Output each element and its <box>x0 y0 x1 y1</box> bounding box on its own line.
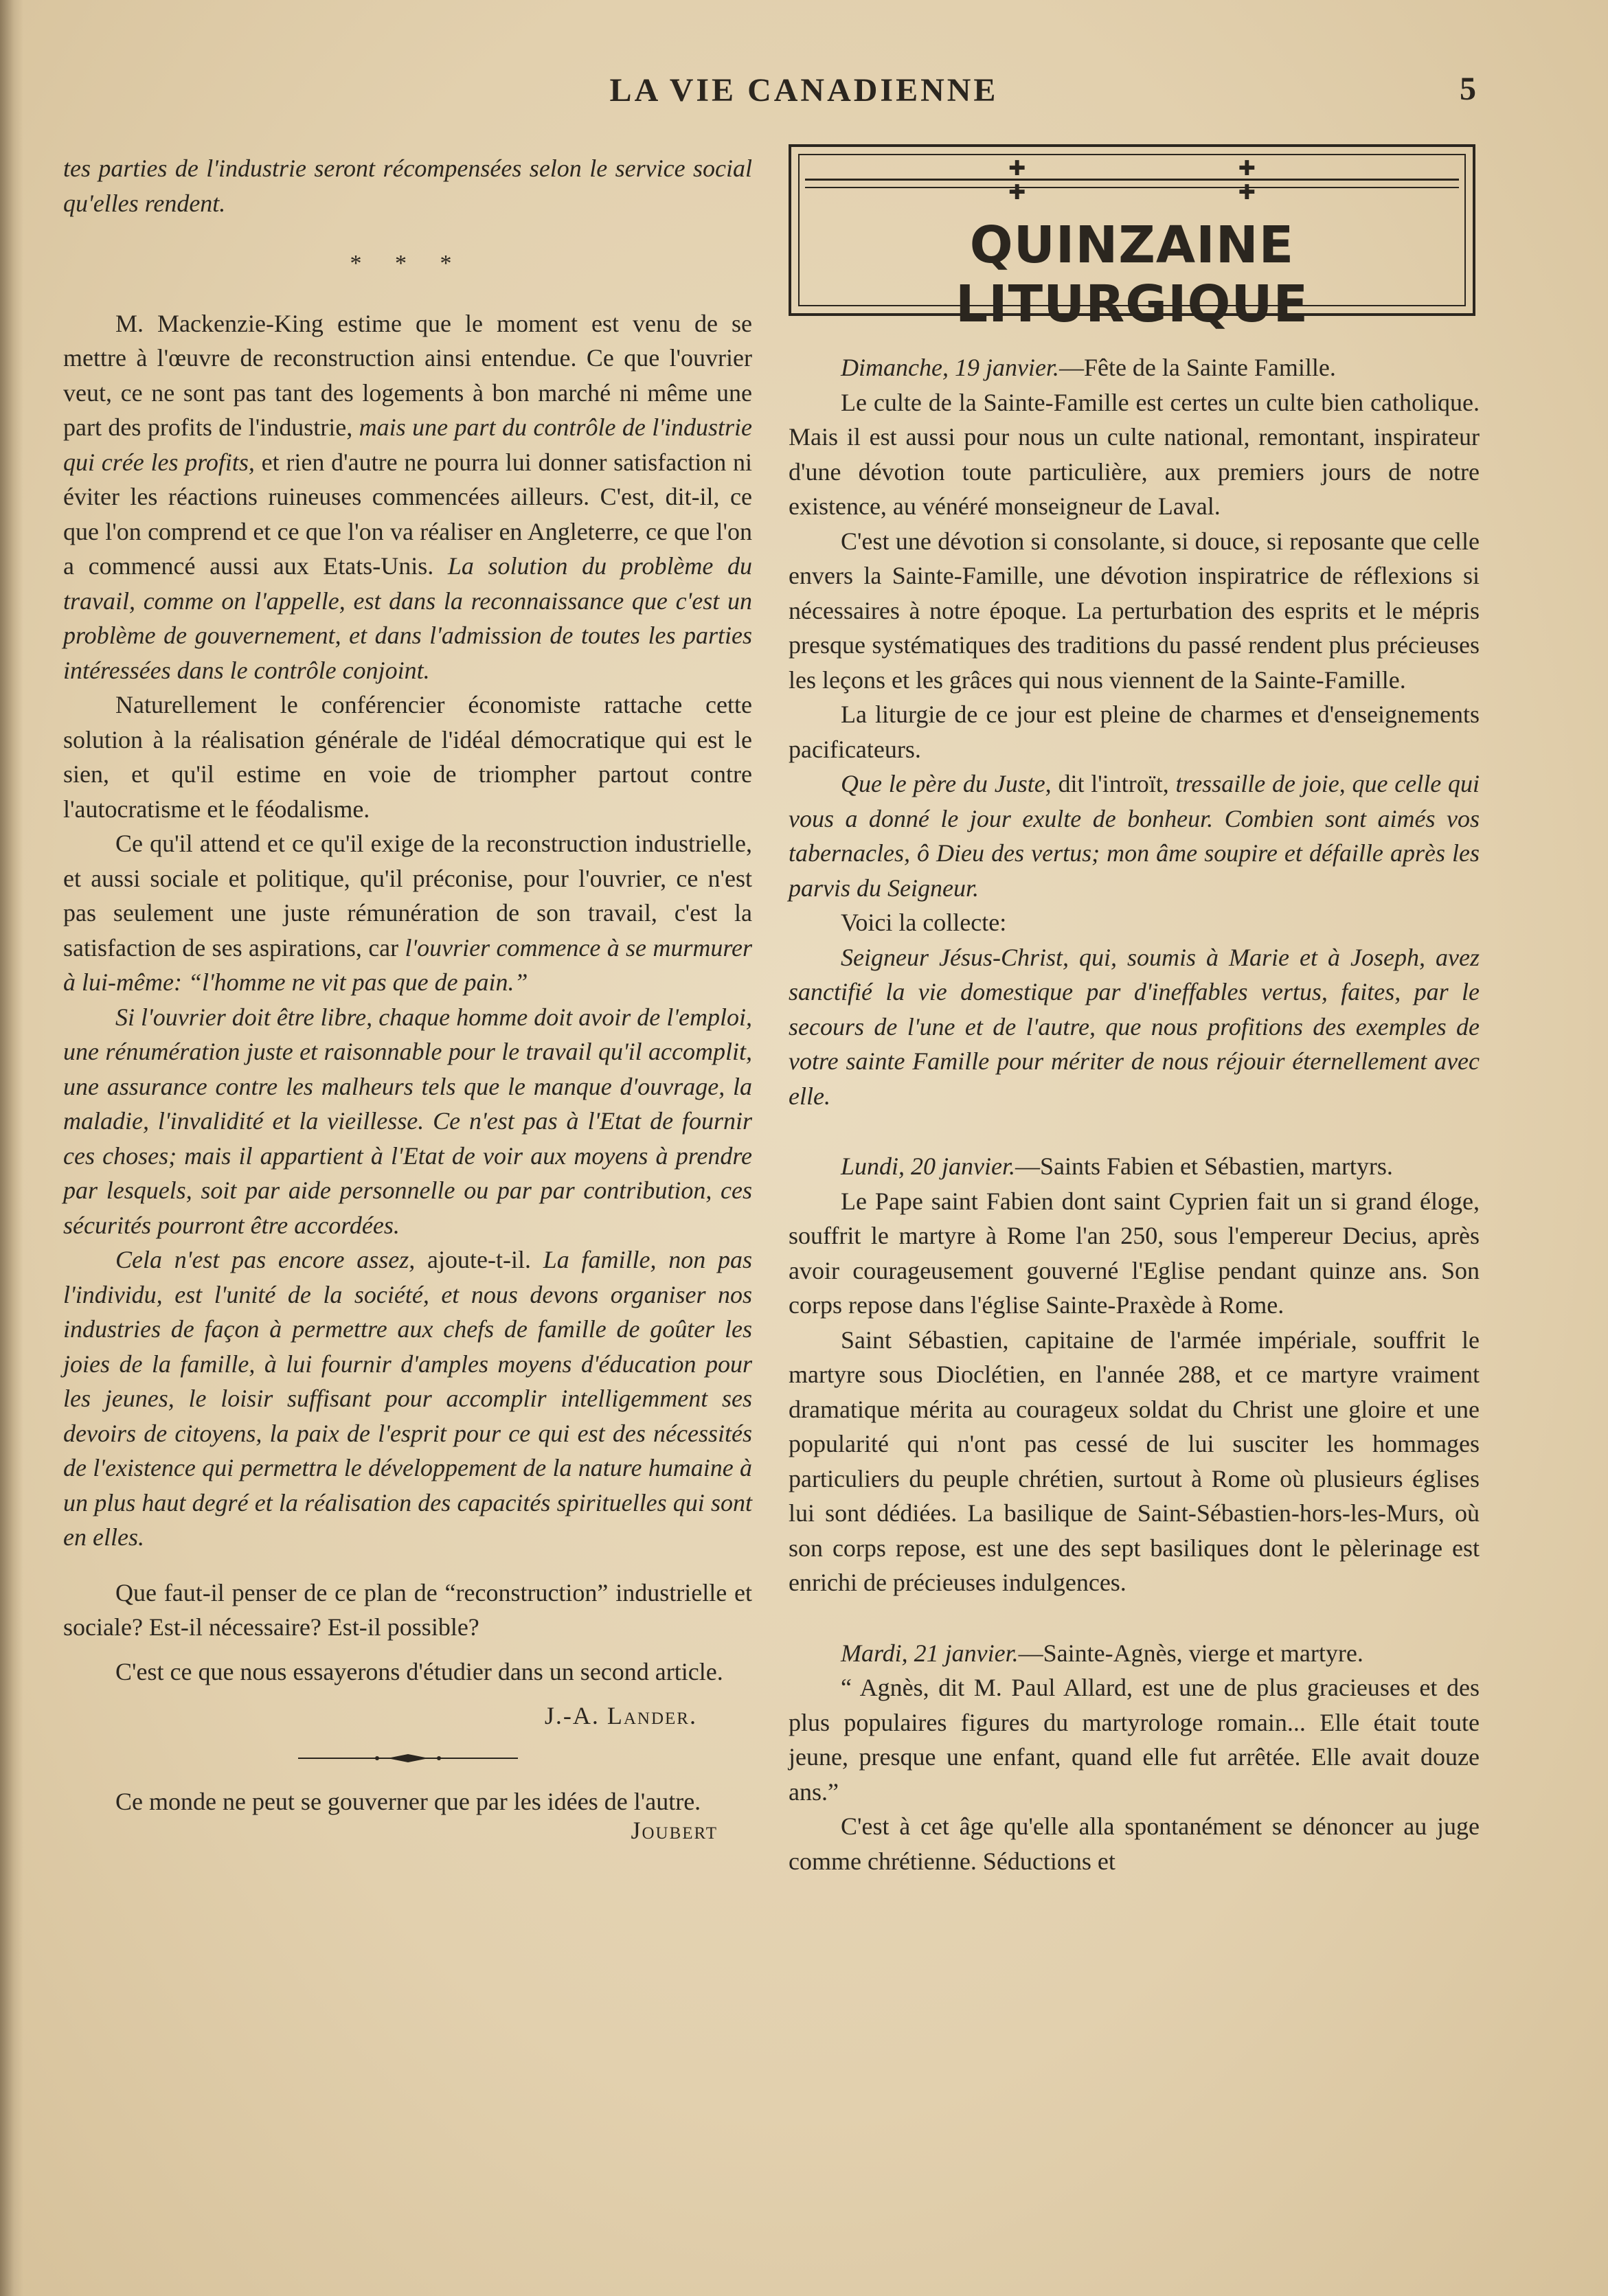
paragraph-collect: Seigneur Jésus-Christ, qui, soumis à Marie et à Joseph, avez sanctifié la vie domestique par d'ineffables vertus, faites, par le secours de l'une et de l'autre, que nous profitions des exemples de votre sainte Famille pour mériter de nous réjouir éternellement avec elle. <box>789 943 1480 1110</box>
page-number: 5 <box>1460 71 1476 107</box>
paragraph-continuation: tes parties de l'industrie seront récompensées selon le service social qu'elles rendent. <box>63 155 752 217</box>
paragraph-worker-freedom: Si l'ouvrier doit être libre, chaque homme doit avoir de l'emploi, une rénumération juste et raisonnable pour le travail qu'il accomplit, une assurance contre les malheurs tels que le manque d'ouvrage, la maladie, l'invalidité et la vieillesse. Ce n'est pas à l'Etat de fournir ces choses; mais il appartient à l'Etat de voir aux moyens à prendre par lesquels, soit par aide personnelle ou par par contribution, ces sécurités pourront être accordées. <box>63 1003 752 1239</box>
italic-run: La solution du problème du travail, comme on l'appelle, est dans la reconnaissance que c'est un problème de gouvernement, et dans l'admission de toutes les parties intéressées dans le contrôle conjoint. <box>63 552 753 684</box>
paragraph: “ Agnès, dit M. Paul Allard, est une de plus gracieuses et des plus populaires figures du martyrologe romain... Elle était toute jeune, presque une enfant, quand elle fut arrêtée. Elle avait douze ans.” <box>789 1674 1480 1806</box>
left-column <box>63 151 752 1848</box>
italic-run: mais une part du contrôle de l'industrie qui crée les profits, <box>63 413 753 476</box>
entry-tuesday-heading <box>789 1636 1480 1671</box>
section-title: QUINZAINE LITURGIQUE <box>955 216 1309 334</box>
text-run: ajoute-t-il. <box>415 1246 543 1273</box>
entry-date: Lundi, 20 janvier. <box>841 1152 1016 1180</box>
text-run: M. Mackenzie-King estime que le moment est venu de se mettre à l'œuvre de reconstruction ainsi entendue. Ce que l'ouvrier veut, ce ne sont pas tant des logements à bon marché ni même une part des profits de l'industrie, <box>63 309 752 441</box>
paragraph: Le Pape saint Fabien dont saint Cyprien fait un si grand éloge, souffrit le martyre à Rome l'an 250, sous l'empereur Decius, après avoir courageusement gouverné l'Eglise pendant quinze ans. Son corps repose dans l'église Sainte-Praxède à Rome. <box>789 1187 1480 1319</box>
entry-monday-heading <box>789 1149 1480 1184</box>
italic-run: tressaille de joie, que celle qui vous a donné le jour exulte de bonheur. Combien sont aimés vos tabernacles, ô Dieu des vertus; mon âme soupire et défaille après les parvis du Seigneur. <box>789 770 1480 902</box>
author-signature: J.-A. Lander. <box>544 1702 697 1729</box>
entry-date: Mardi, 21 janvier. <box>841 1639 1019 1667</box>
entry-date: Dimanche, 19 janvier. <box>841 354 1059 381</box>
paragraph-democratic-ideal: Naturellement le conférencier économiste rattache cette solution à la réalisation générale de l'idéal démocratique qui est le sien, et qu'il estime en voie de triompher partout contre l'autocratisme et le féodalisme. <box>63 691 752 823</box>
entry-feast: —Fête de la Sainte Famille. <box>1058 354 1336 381</box>
italic-run: Que le père du Juste, <box>841 770 1052 797</box>
paragraph: C'est à cet âge qu'elle alla spontanément se dénoncer au juge comme chrétienne. Séductions et <box>789 1812 1480 1875</box>
paragraph-introit <box>789 766 1480 905</box>
text-run: et rien d'autre ne pourra lui donner satisfaction ni éviter les réactions ruineuses commencées ailleurs. C'est, dit-il, ce que l'on comprend et ce que l'on va réaliser en Angleterre, ce que l'on a commencé aussi aux Etats-Unis. <box>63 448 752 580</box>
entry-sunday-heading <box>789 350 1480 385</box>
italic-run: La famille, non pas l'individu, est l'unité de la société, et nous devons organiser nos industries de façon à permettre aux chefs de famille de goûter les joies de la famille, à lui fournir d'amples moyens d'éducation pour les jeunes, le loisir suffisant pour accomplir intelligemment ses devoirs de citoyens, la paix de l'esprit pour ce qui est des nécessités de l'existence qui permettra le développement de la nature humaine à un plus haut degré et la réalisation des capacités spirituelles qui sont en elles. <box>63 1246 752 1551</box>
entry-feast: —Sainte-Agnès, vierge et martyre. <box>1018 1639 1363 1667</box>
ornamental-divider <box>298 1753 518 1764</box>
paragraph-question: Que faut-il penser de ce plan de “reconstruction” industrielle et sociale? Est-il nécessaire? Est-il possible? <box>63 1578 752 1641</box>
title-rule <box>805 187 1459 188</box>
cross-ornaments: ✚ ✚ ✚ ✚ <box>1008 157 1359 205</box>
quote-author: Joubert <box>631 1817 718 1844</box>
section-title-box <box>789 144 1475 334</box>
paragraph: C'est une dévotion si consolante, si douce, si reposante que celle envers la Sainte-Famille, une dévotion inspiratrice de réflexions si nécessaires à notre époque. La perturbation des esprits et le mépris presque systématiques des traditions du passé rendent plus précieuses les leçons et les grâces qui nous viennent de la Sainte-Famille. <box>789 527 1480 694</box>
title-rule <box>805 179 1459 181</box>
running-header: LA VIE CANADIENNE <box>609 72 999 109</box>
paragraph-family <box>63 1242 752 1555</box>
italic-run: l'ouvrier commence à se murmurer à lui-même: “l'homme ne vit pas que de pain.” <box>63 933 753 996</box>
entry-feast: —Saints Fabien et Sébastien, martyrs. <box>1015 1152 1393 1180</box>
paragraph-reconstruction <box>63 826 752 1000</box>
paragraph: Le culte de la Sainte-Famille est certes un culte bien catholique. Mais il est aussi pour nous un culte national, remontant, inspirateur d'une dévotion toute particulière, aux premiers jours de notre existence, au vénéré monseigneur de Laval. <box>789 388 1480 520</box>
right-column <box>789 350 1480 1878</box>
page-edge-shadow <box>0 0 23 2296</box>
italic-run: Cela n'est pas encore assez, <box>115 1246 416 1273</box>
paragraph: Saint Sébastien, capitaine de l'armée impériale, souffrit le martyre sous Dioclétien, en l'année 288, et ce martyre vraiment dramatique mérita au courageux soldat du Christ une gloire et une popularité qui n'ont pas cessé de lui susciter les hommages particuliers du peuple chrétien, surtout à Rome où plusieurs églises lui sont dédiées. La basilique de Saint-Sébastien-hors-les-Murs, où son corps repose, est une des sept basiliques dont le pèlerinage est enrichi de précieuses indulgences. <box>789 1326 1480 1596</box>
text-run: Ce qu'il attend et ce qu'il exige de la reconstruction industrielle, et aussi sociale et politique, qu'il préconise, pour l'ouvrier, ce n'est pas seulement une juste rémunération de son travail, c'est la satisfaction de ses aspirations, car <box>63 830 752 962</box>
paragraph: Voici la collecte: <box>841 909 1007 936</box>
section-asterism: * * * <box>350 251 466 276</box>
paragraph-mackenzie-king <box>63 306 752 688</box>
paragraph: La liturgie de ce jour est pleine de charmes et d'enseignements pacificateurs. <box>789 701 1480 763</box>
text-run: dit l'introït, <box>1051 770 1176 797</box>
closing-quote: Ce monde ne peut se gouverner que par les idées de l'autre. <box>115 1787 701 1815</box>
paragraph-next-article: C'est ce que nous essayerons d'étudier dans un second article. <box>115 1657 723 1685</box>
